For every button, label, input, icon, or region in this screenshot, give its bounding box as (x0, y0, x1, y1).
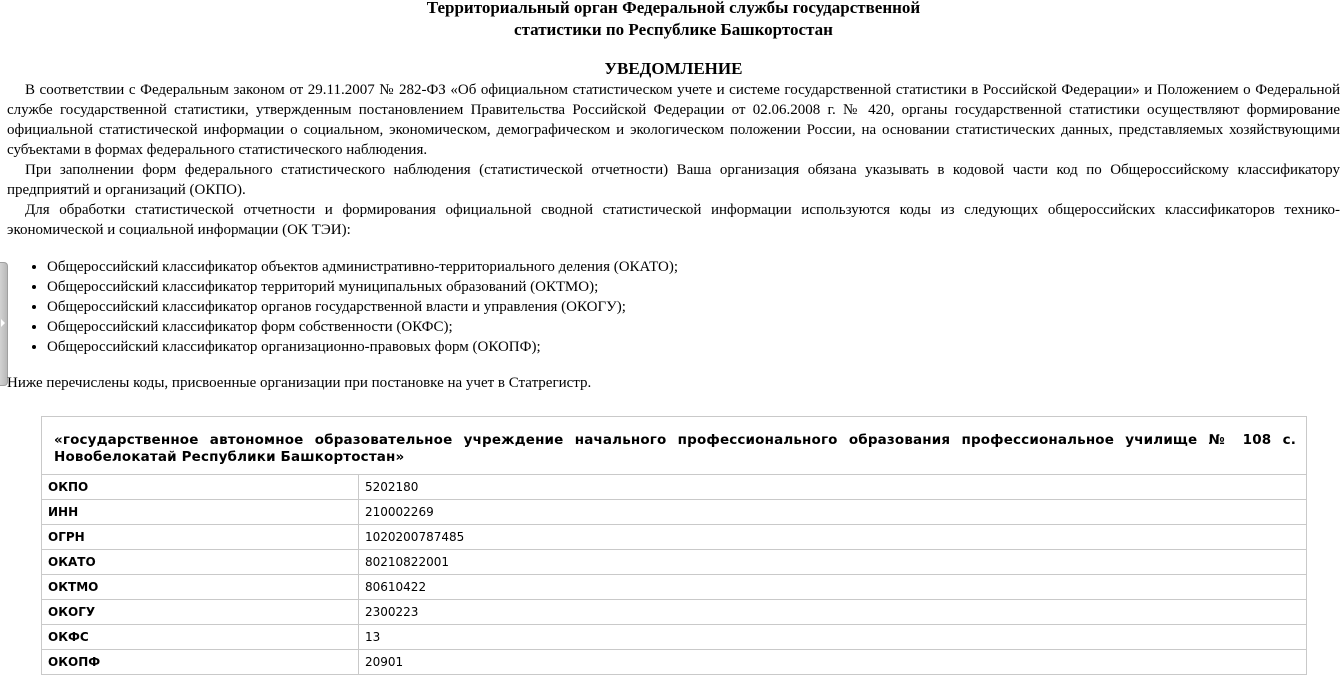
list-item: • Общероссийский классификатор территорий муниципальных образований (ОКТМО); (47, 277, 1340, 297)
code-value: 5202180 (359, 475, 1307, 500)
code-key: ОКФС (42, 625, 359, 650)
table-row (42, 600, 1307, 625)
code-key: ОКПО (42, 475, 359, 500)
codes-intro: Ниже перечислены коды, присвоенные организации при постановке на учет в Статрегистр. (7, 375, 592, 391)
table-row (42, 550, 1307, 575)
code-value: 80610422 (359, 575, 1307, 600)
table-row (42, 417, 1307, 475)
code-key: ИНН (42, 500, 359, 525)
code-key: ОКОПФ (42, 650, 359, 675)
table-row (42, 650, 1307, 675)
organization-name: «государственное автономное образовательное учреждение начального профессионального образования профессиональное училище № 108 с. Новобелокатай Республики Башкортостан» (42, 417, 1307, 475)
list-item: • Общероссийский классификатор организационно-правовых форм (ОКОПФ); (47, 337, 1340, 357)
paragraph-classifiers: Для обработки статистической отчетности и формирования официальной сводной статистической информации используются коды из следующих общероссийских классификаторов технико-экономической и социальной информации (ОК ТЭИ): (7, 202, 1340, 238)
classifier-list (7, 257, 1340, 357)
table-row (42, 575, 1307, 600)
table-row (42, 500, 1307, 525)
code-key: ОКОГУ (42, 600, 359, 625)
agency-header-line1: Территориальный орган Федеральной службы государственной (426, 0, 921, 17)
paragraph-law: В соответствии с Федеральным законом от 29.11.2007 № 282-ФЗ «Об официальном статистическом учете и системе государственной статистики в Российской Федерации» и Положением о Федеральной службе государственной статистики, утвержденным постановлением Правительства Российской Федерации от 02.06.2008 г. № 420, органы государственной статистики осуществляют формирование официальной статистической информации о социальном, экономическом, демографическом и экологическом положении России, на основании статистических данных, представляемых хозяйствующими субъектами в формах федерального статистического наблюдения. (7, 82, 1340, 158)
agency-header-line2: статистики по Республике Башкортостан (514, 20, 833, 39)
list-item: • Общероссийский классификатор объектов административно-территориального деления (ОКАТО); (47, 257, 1340, 277)
codes-table (41, 416, 1307, 675)
code-key: ОКАТО (42, 550, 359, 575)
code-value: 13 (359, 625, 1307, 650)
code-value: 1020200787485 (359, 525, 1307, 550)
code-value: 2300223 (359, 600, 1307, 625)
list-item: • Общероссийский классификатор органов государственной власти и управления (ОКОГУ); (47, 297, 1340, 317)
code-value: 20901 (359, 650, 1307, 675)
table-row (42, 475, 1307, 500)
code-key: ОКТМО (42, 575, 359, 600)
table-row (42, 625, 1307, 650)
table-row (42, 525, 1307, 550)
agency-header (7, 0, 1340, 41)
chevron-right-icon (1, 319, 5, 327)
paragraph-okpo: При заполнении форм федерального статистического наблюдения (статистической отчетности) Ваша организация обязана указывать в кодовой части код по Общероссийскому классификатору предприятий и организаций (ОКПО). (7, 162, 1340, 198)
notice-page (7, 0, 1340, 393)
code-value: 210002269 (359, 500, 1307, 525)
list-item: • Общероссийский классификатор форм собственности (ОКФС); (47, 317, 1340, 337)
notice-title: УВЕДОМЛЕНИЕ (604, 59, 743, 78)
code-key: ОГРН (42, 525, 359, 550)
code-value: 80210822001 (359, 550, 1307, 575)
